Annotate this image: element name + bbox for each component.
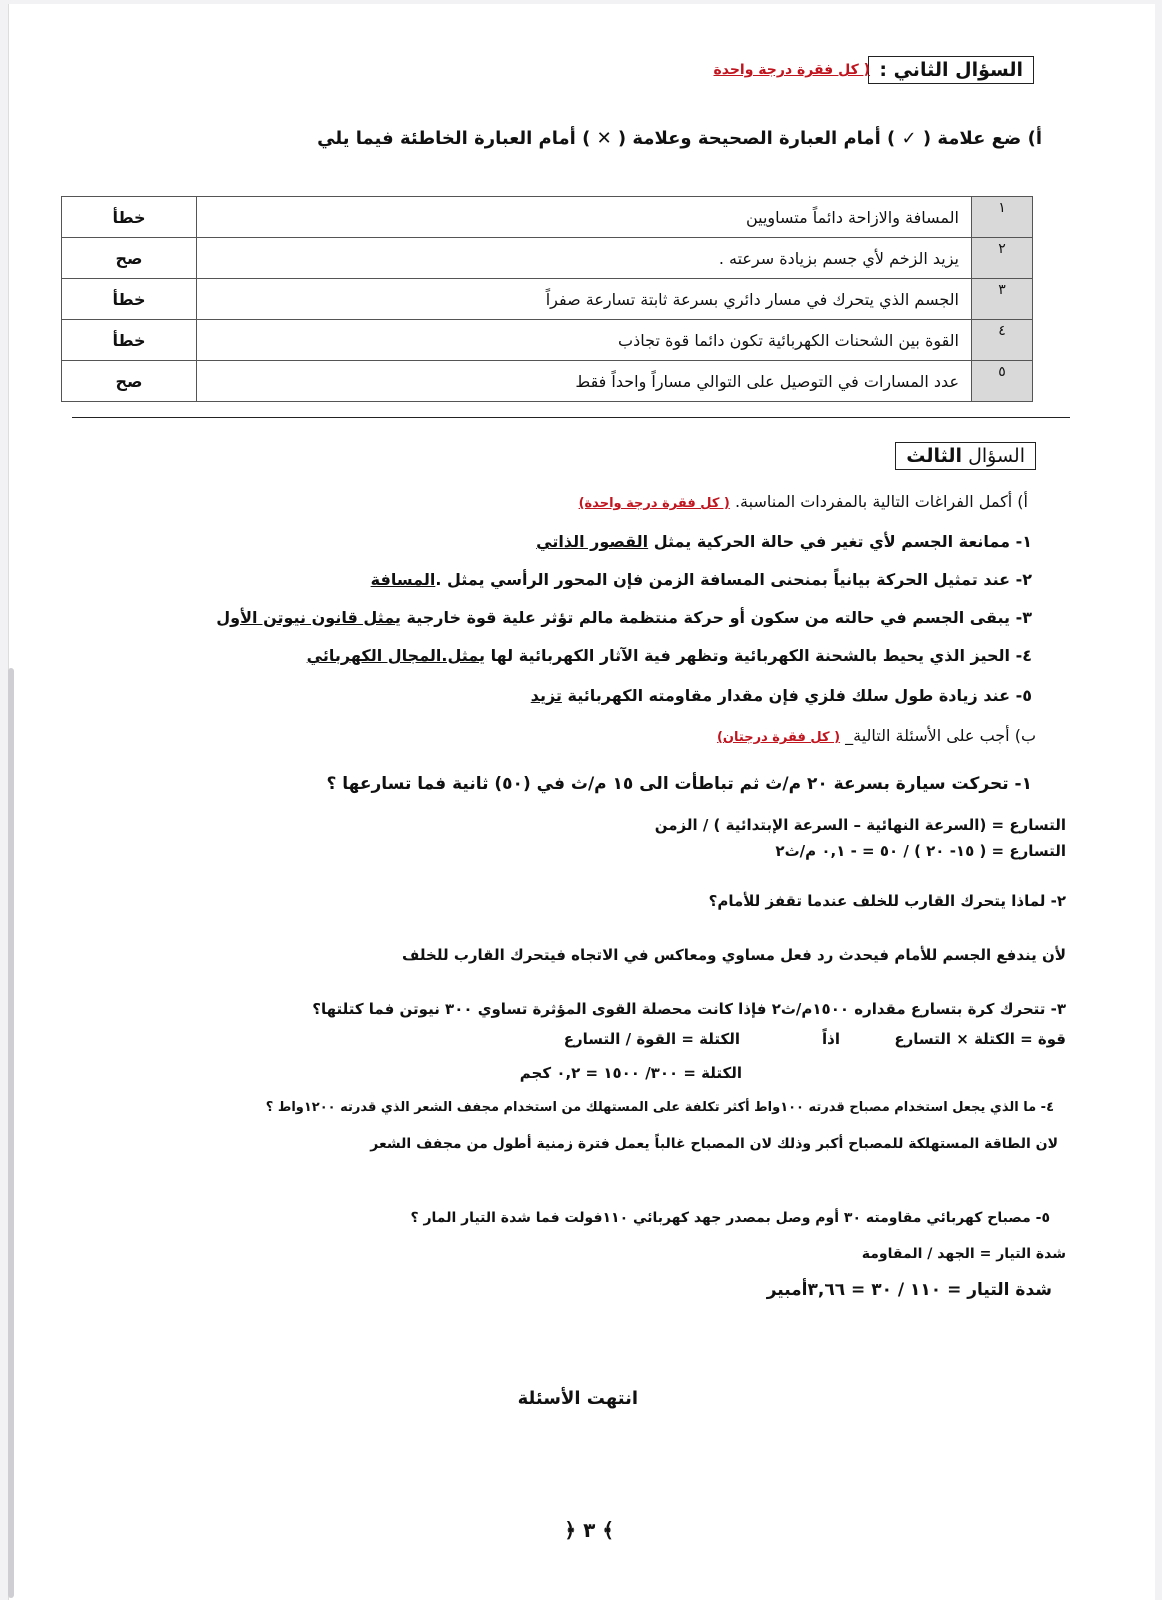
q2-title: السؤال الثاني : <box>868 56 1034 84</box>
part-b-note: ( كل فقرة درجتان) <box>716 730 841 745</box>
q2-instruction: أ) ضع علامة ( ✓ ) أمام العبارة الصحيحة وعلامة ( ✕ ) أمام العبارة الخاطئة فيما يلي <box>317 128 1042 149</box>
section-divider <box>72 417 1070 418</box>
table-row <box>62 197 1033 238</box>
fill-answer: يمثل.المجال الكهربائي <box>306 646 486 665</box>
true-false-table <box>61 196 1033 402</box>
fill-text: ٣- يبقى الجسم في حالته من سكون أو حركة منتظمة مالم تؤثر علية قوة خارجية <box>400 608 1032 627</box>
fill-text: ١- ممانعة الجسم لأي تغير في حالة الحركية يمثل <box>648 532 1032 551</box>
row-statement: عدد المسارات في التوصيل على التوالي مساراً واحداً فقط <box>197 361 972 402</box>
row-answer: خطأ <box>62 279 197 320</box>
fill-item <box>216 608 1032 627</box>
question-b4: ٤- ما الذي يجعل استخدام مصباح قدرته ١٠٠واط أكثر تكلفة على المستهلك من استخدام مجفف الشعر الذي قدرته ١٢٠٠واط ؟ <box>265 1100 1054 1115</box>
page-number: ﴾ ٣ ﴿ <box>564 1518 614 1542</box>
fill-item <box>307 646 1032 665</box>
row-answer: صح <box>62 361 197 402</box>
row-number: ٥ <box>972 361 1033 402</box>
row-number: ٣ <box>972 279 1033 320</box>
q3-title <box>895 442 1036 470</box>
row-number: ١ <box>972 197 1033 238</box>
fill-answer: القصور الذاتي <box>536 532 649 551</box>
end-of-questions: انتهت الأسئلة <box>517 1388 638 1409</box>
q3-title-prefix: السؤال <box>968 445 1025 467</box>
part-b-text: ب) أجب على الأسئلة التالية_ <box>845 726 1036 745</box>
b5-calculation: شدة التيار = ١١٠ / ٣٠ = ٣,٦٦أمبير <box>766 1280 1052 1300</box>
fill-item <box>536 532 1032 551</box>
b1-calculation: التسارع = ( ١٥- ٢٠ ) / ٥٠ = - ٠,١ م/ث٢ <box>775 842 1066 860</box>
b4-answer: لان الطاقة المستهلكة للمصباح أكبر وذلك لان المصباح غالباً يعمل فترة زمنية أطول من مجفف الشعر <box>370 1136 1058 1152</box>
row-statement: المسافة والازاحة دائماً متساويين <box>197 197 972 238</box>
part-a-note: ( كل فقرة درجة واحدة) <box>578 496 730 511</box>
part-a-text: أ) أكمل الفراغات التالية بالمفردات المناسبة. <box>734 492 1028 511</box>
part-a-instruction <box>579 492 1028 511</box>
scrollbar[interactable] <box>8 668 14 1598</box>
fill-answer: تزيد <box>530 686 562 705</box>
b3-rearranged: الكتلة = القوة / التسارع <box>563 1030 740 1048</box>
b3-calculation: الكتلة = ٣٠٠/ ١٥٠٠ = ٠,٢ كجم <box>519 1064 742 1082</box>
b1-formula: التسارع = (السرعة النهائية – السرعة الإبتدائية ) / الزمن <box>654 816 1066 834</box>
fill-item <box>371 570 1032 589</box>
b5-formula: شدة التيار = الجهد / المقاومة <box>861 1246 1066 1262</box>
table-row <box>62 279 1033 320</box>
row-statement: الجسم الذي يتحرك في مسار دائري بسرعة ثابتة تسارعة صفراً <box>197 279 972 320</box>
fill-text: ٥- عند زيادة طول سلك فلزي فإن مقدار مقاومته الكهربائية <box>561 686 1032 705</box>
row-answer: صح <box>62 238 197 279</box>
fill-item <box>531 686 1032 705</box>
table-row <box>62 361 1033 402</box>
part-b-instruction <box>717 726 1036 745</box>
row-number: ٤ <box>972 320 1033 361</box>
row-answer: خطأ <box>62 320 197 361</box>
b3-therefore: اذاً <box>822 1030 840 1048</box>
table-row <box>62 320 1033 361</box>
row-answer: خطأ <box>62 197 197 238</box>
b2-answer: لأن يندفع الجسم للأمام فيحدث رد فعل مساوي ومعاكس في الاتجاه فيتحرك القارب للخلف <box>402 946 1066 964</box>
question-b5: ٥- مصباح كهربائي مقاومته ٣٠ أوم وصل بمصدر جهد كهربائي ١١٠فولت فما شدة التيار المار ؟ <box>410 1210 1050 1226</box>
question-b1: ١- تحركت سيارة بسرعة ٢٠ م/ث ثم تباطأت الى ١٥ م/ث في (٥٠) ثانية فما تسارعها ؟ <box>326 774 1032 794</box>
fill-text: ٢- عند تمثيل الحركة بيانياً بمنحنى المسافة الزمن فإن المحور الرأسي يمثل . <box>435 570 1032 589</box>
question-b2: ٢- لماذا يتحرك القارب للخلف عندما تقفز للأمام؟ <box>708 892 1066 910</box>
fill-answer: يمثل قانون نيوتن الأول <box>216 608 401 627</box>
b3-formula: قوة = الكتلة × التسارع <box>894 1030 1066 1048</box>
table-row <box>62 238 1033 279</box>
fill-text: ٤- الحيز الذي يحيط بالشحنة الكهربائية وتظهر فية الآثار الكهربائية لها <box>485 646 1032 665</box>
row-statement: القوة بين الشحنات الكهربائية تكون دائما قوة تجاذب <box>197 320 972 361</box>
row-statement: يزيد الزخم لأي جسم بزيادة سرعته . <box>197 238 972 279</box>
q3-title-main: الثالث <box>906 445 963 467</box>
q2-note: ( كل فقرة درجة واحدة <box>713 62 870 78</box>
fill-answer: المسافة <box>370 570 436 589</box>
row-number: ٢ <box>972 238 1033 279</box>
question-b3: ٣- تتحرك كرة بتسارع مقداره ١٥٠٠م/ث٢ فإذا كانت محصلة القوى المؤثرة تساوي ٣٠٠ نيوتن فما كتلتها؟ <box>312 1000 1066 1018</box>
